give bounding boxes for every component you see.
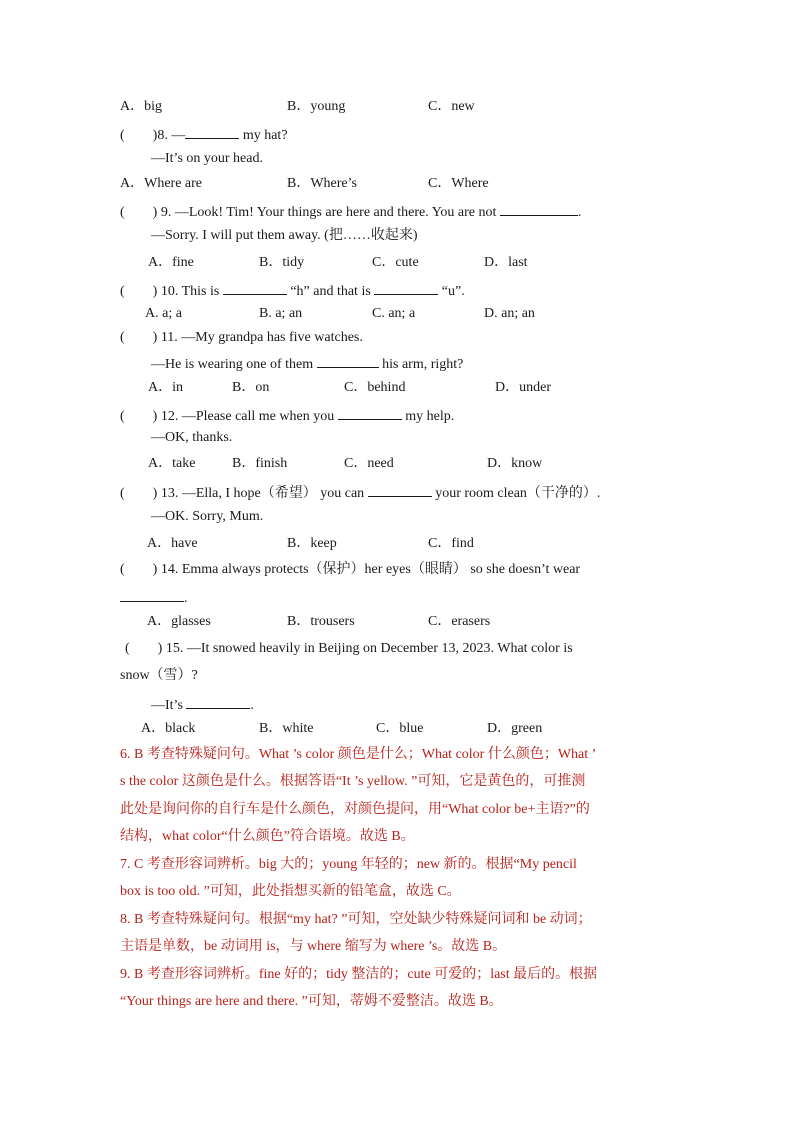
q11-line2b: his arm, right? [382, 357, 464, 372]
q9-line2: —Sorry. I will put them away. (把……收起来) [151, 228, 418, 243]
answer-9-line2: “Your things are here and there. ”可知，蒂姆不爱整洁。故选 B。 [120, 994, 503, 1009]
q14-blank[interactable] [120, 587, 184, 602]
q10-stem [120, 280, 465, 301]
q12-stem [120, 405, 454, 426]
q11-line2a: —He is wearing one of them [151, 357, 314, 372]
answer-6-line1: 6. B 考查特殊疑问句。What ’s color 颜色是什么；What color 什么颜色；What ’ [120, 747, 597, 762]
answer-8-line1: 8. B 考查特殊疑问句。根据“my hat? ”可知，空处缺少特殊疑问词和 be 动词； [120, 912, 592, 927]
q9-option-b: B．tidy [259, 255, 305, 270]
q10-option-a: A. a; a [145, 306, 182, 321]
q10-part1: ( ) 10. This is [120, 284, 220, 299]
q12-option-c: C．need [344, 456, 394, 471]
q8-option-a: A．Where are [120, 176, 203, 191]
q11-option-d: D．under [495, 380, 551, 395]
q10-part2: “h” and that is [290, 284, 371, 299]
q12-option-a: A．take [148, 456, 196, 471]
q8-blank[interactable] [185, 124, 239, 139]
q15-line3b: . [250, 698, 254, 713]
q12-part2: my help. [405, 409, 455, 424]
q12-part1: ( ) 12. —Please call me when you [120, 409, 335, 424]
q8-tail: my hat? [242, 128, 288, 143]
q7-option-b: B．young [287, 99, 346, 114]
q12-line2: —OK, thanks. [151, 430, 233, 445]
q9-stem [120, 201, 581, 222]
q15-blank[interactable] [186, 694, 250, 709]
answer-7-line2: box is too old. ”可知，此处指想买新的铅笔盒，故选 C。 [120, 884, 461, 899]
q11-line2 [151, 353, 463, 374]
q8-option-b: B．Where’s [287, 176, 357, 191]
q10-blank-2[interactable] [374, 280, 438, 295]
q13-part2: your room clean（干净的）. [435, 486, 601, 501]
q15-line2: snow（雪）? [120, 668, 198, 683]
answer-7-line1: 7. C 考查形容词辨析。big 大的；young 年轻的；new 新的。根据“My pencil [120, 857, 577, 872]
q10-part3: “u”. [441, 284, 465, 299]
answer-9-line1: 9. B 考查形容词辨析。fine 好的；tidy 整洁的；cute 可爱的；last 最后的。根据 [120, 967, 598, 982]
q13-blank[interactable] [368, 482, 432, 497]
answer-6-line4: 结构，what color“什么颜色”符合语境。故选 B。 [120, 829, 415, 844]
q13-stem [120, 482, 600, 503]
q14-tail: . [184, 591, 188, 606]
q15-option-b: B．white [259, 721, 314, 736]
answer-8-line2: 主语是单数，be 动词用 is，与 where 缩写为 where ’s。故选 B。 [120, 939, 507, 954]
q7-option-c: C．new [428, 99, 475, 114]
q13-option-a: A．have [147, 536, 198, 551]
q9-paren: ( ) 9. —Look! Tim! Your things are here and there. You are not [120, 205, 497, 220]
q14-answer-line [120, 587, 188, 608]
q13-option-c: C．find [428, 536, 474, 551]
q13-part1: ( ) 13. —Ella, I hope（希望） you can [120, 486, 365, 501]
q9-option-a: A．fine [148, 255, 194, 270]
q15-line3 [151, 694, 254, 715]
q15-option-c: C．blue [376, 721, 424, 736]
q15-option-a: A．black [141, 721, 196, 736]
q13-option-b: B．keep [287, 536, 337, 551]
q9-tail: . [577, 205, 582, 220]
q13-line2: —OK. Sorry, Mum. [151, 509, 264, 524]
q10-option-b: B. a; an [259, 306, 303, 321]
q9-option-d: D．last [484, 255, 528, 270]
answer-6-line3: 此处是询问你的自行车是什么颜色，对颜色提问，用“What color be+主语?”的 [120, 802, 590, 817]
q10-blank-1[interactable] [223, 280, 287, 295]
q14-line1: ( ) 14. Emma always protects（保护）her eyes（眼睛） so she doesn’t wear [120, 562, 581, 577]
answer-6-line2: s the color 这颜色是什么。根据答语“It ’s yellow. ”可知，它是黄色的，可推测 [120, 774, 586, 789]
q7-option-a: A．big [120, 99, 162, 114]
q10-option-c: C. an; a [372, 306, 416, 321]
q9-option-c: C．cute [372, 255, 419, 270]
q15-option-d: D．green [487, 721, 543, 736]
q14-option-c: C．erasers [428, 614, 491, 629]
q9-blank[interactable] [500, 201, 578, 216]
q14-option-b: B．trousers [287, 614, 355, 629]
q8-paren: ( )8. — [120, 128, 186, 143]
q11-blank[interactable] [317, 353, 379, 368]
q14-option-a: A．glasses [147, 614, 211, 629]
q12-option-b: B．finish [232, 456, 288, 471]
q11-option-a: A．in [148, 380, 183, 395]
q8-answer-line: —It’s on your head. [151, 151, 263, 166]
q12-option-d: D．know [487, 456, 543, 471]
q12-blank[interactable] [338, 405, 402, 420]
q10-option-d: D. an; an [484, 306, 535, 321]
q11-option-b: B．on [232, 380, 270, 395]
q8-stem [120, 124, 288, 145]
q11-line1: ( ) 11. —My grandpa has five watches. [120, 330, 363, 345]
q8-option-c: C．Where [428, 176, 489, 191]
q11-option-c: C．behind [344, 380, 406, 395]
q15-line1: ( ) 15. —It snowed heavily in Beijing on December 13, 2023. What color is [125, 641, 573, 656]
q15-line3a: —It’s [151, 698, 183, 713]
